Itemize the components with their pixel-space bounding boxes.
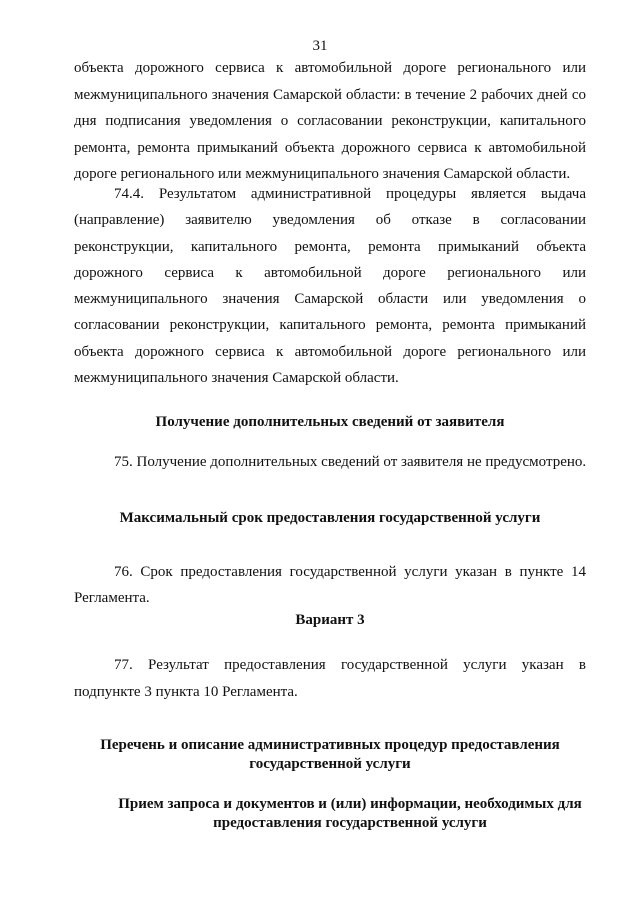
- heading-procedures-list-line-1: Перечень и описание административных процедур предоставления: [100, 737, 560, 753]
- paragraph-74-4: 74.4. Результатом административной процедуры является выдача (направление) заявителю уведомления об отказе в согласовании реконструкции, капитального ремонта, ремонта примыканий объекта дорожного сервиса к автомобильной дороге регионального или межмуниципального значения Самарской области или уведомления о согласовании реконструкции, капитального ремонта, ремонта примыканий объекта дорожного сервиса к автомобильной дороге регионального или межмуниципального значения Самарской области.: [74, 186, 586, 387]
- heading-procedures-list: [70, 736, 590, 774]
- paragraph-76: 76. Срок предоставления государственной услуги указан в пункте 14 Регламента.: [74, 564, 586, 606]
- heading-request-reception: [100, 795, 600, 833]
- heading-max-term: Максимальный срок предоставления государственной услуги: [119, 510, 541, 526]
- page-number: 31: [312, 38, 328, 54]
- heading-variant-3: Вариант 3: [295, 612, 365, 628]
- heading-additional-info: Получение дополнительных сведений от заявителя: [155, 414, 505, 430]
- paragraph-75: 75. Получение дополнительных сведений от заявителя не предусмотрено.: [114, 454, 587, 470]
- heading-request-reception-line-1: Прием запроса и документов и (или) информации, необходимых для: [118, 796, 582, 812]
- heading-procedures-list-line-2: государственной услуги: [249, 756, 411, 772]
- paragraph-continuation: объекта дорожного сервиса к автомобильной дороге регионального или межмуниципального значения Самарской области: в течение 2 рабочих дней со дня подписания уведомления о согласовании реконструкции, капитального ремонта, ремонта примыканий объекта дорожного сервиса к автомобильной дороге регионального или межмуниципального значения Самарской области.: [74, 60, 586, 182]
- heading-request-reception-line-2: предоставления государственной услуги: [213, 815, 487, 831]
- paragraph-77: 77. Результат предоставления государственной услуги указан в подпункте 3 пункта 10 Регламента.: [74, 657, 586, 700]
